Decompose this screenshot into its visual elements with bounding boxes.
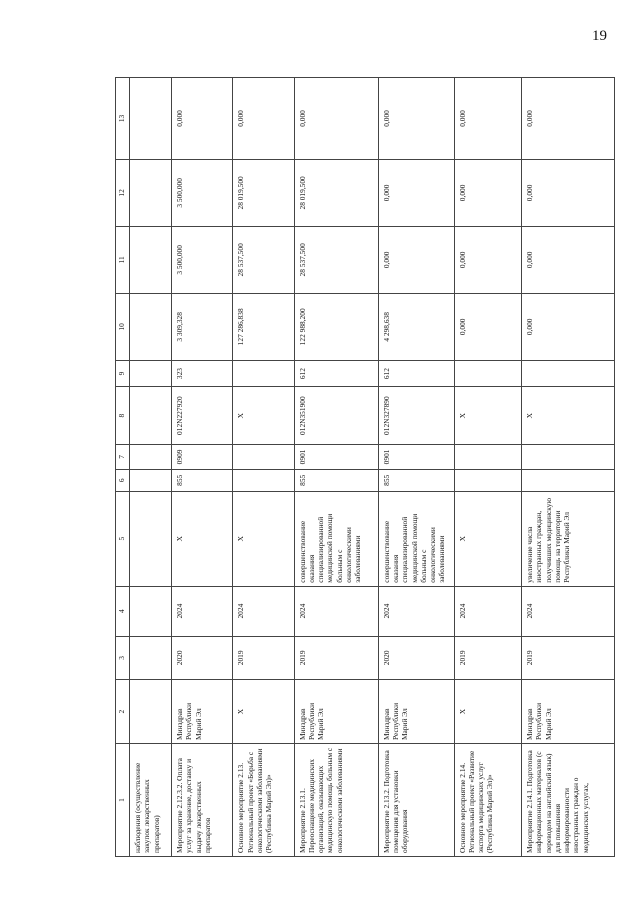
cell-col-2: Минздрав Республики Марий Эл	[294, 680, 378, 744]
cell-col-13: 0,000	[454, 78, 522, 160]
cell-col-2: X	[454, 680, 522, 744]
cell-col-4: 2024	[378, 586, 454, 636]
cell-col-11: 0,000	[378, 226, 454, 293]
cell-col-10: 0,000	[522, 293, 615, 360]
table-row	[378, 78, 454, 857]
cell-col-11: 0,000	[522, 226, 615, 293]
col-header: 10	[116, 293, 130, 360]
cell-col-8: 012N351900	[294, 387, 378, 445]
cell-col-2	[130, 680, 172, 744]
cell-col-11: 3 500,000	[172, 226, 233, 293]
table-row	[294, 78, 378, 857]
cell-col-7: 0901	[378, 444, 454, 469]
table-row	[522, 78, 615, 857]
cell-col-4	[130, 586, 172, 636]
cell-col-1: Мероприятие 2.12.3.2. Оплата услуг за хранение, доставку и выдачу лекарственных препаратов	[172, 744, 233, 857]
table	[115, 77, 615, 857]
cell-col-6: 855	[294, 469, 378, 491]
col-header: 8	[116, 387, 130, 445]
cell-col-5	[130, 491, 172, 586]
cell-col-4: 2024	[522, 586, 615, 636]
cell-col-3: 2019	[294, 636, 378, 680]
cell-col-5: X	[233, 491, 294, 586]
col-header: 1	[116, 744, 130, 857]
cell-col-9	[522, 360, 615, 386]
cell-col-6	[522, 469, 615, 491]
col-header: 9	[116, 360, 130, 386]
cell-col-9	[454, 360, 522, 386]
cell-col-12: 0,000	[522, 159, 615, 226]
cell-col-11: 0,000	[454, 226, 522, 293]
cell-col-9: 323	[172, 360, 233, 386]
col-header: 2	[116, 680, 130, 744]
cell-col-12: 28 019,500	[233, 159, 294, 226]
cell-col-4: 2024	[172, 586, 233, 636]
cell-col-8: X	[233, 387, 294, 445]
cell-col-6	[233, 469, 294, 491]
col-header: 4	[116, 586, 130, 636]
table-row	[172, 78, 233, 857]
col-header: 6	[116, 469, 130, 491]
cell-col-11: 28 537,500	[233, 226, 294, 293]
cell-col-10	[130, 293, 172, 360]
cell-col-13: 0,000	[378, 78, 454, 160]
cell-col-12: 3 500,000	[172, 159, 233, 226]
program-table	[115, 77, 615, 857]
cell-col-5: X	[454, 491, 522, 586]
cell-col-9: 612	[294, 360, 378, 386]
cell-col-3	[130, 636, 172, 680]
cell-col-8	[130, 387, 172, 445]
cell-col-8: 012N227920	[172, 387, 233, 445]
cell-col-7: 0901	[294, 444, 378, 469]
cell-col-7	[233, 444, 294, 469]
cell-col-4: 2024	[454, 586, 522, 636]
table-row	[454, 78, 522, 857]
cell-col-5: совершенствование оказания специализированной медицинской помощи больным с онкологическими заболеваниями	[378, 491, 454, 586]
table-row	[233, 78, 294, 857]
cell-col-6: 855	[378, 469, 454, 491]
page-number: 19	[592, 28, 607, 44]
cell-col-13: 0,000	[233, 78, 294, 160]
cell-col-7	[522, 444, 615, 469]
col-header: 3	[116, 636, 130, 680]
cell-col-12: 28 019,500	[294, 159, 378, 226]
cell-col-9	[233, 360, 294, 386]
col-header: 7	[116, 444, 130, 469]
cell-col-10: 0,000	[454, 293, 522, 360]
cell-col-8: 012N327890	[378, 387, 454, 445]
cell-col-12: 0,000	[454, 159, 522, 226]
cell-col-4: 2024	[233, 586, 294, 636]
cell-col-9	[130, 360, 172, 386]
cell-col-1: Основное мероприятие 2.14. Региональный проект «Развитие экспорта медицинских услуг (Республика Марий Эл)»	[454, 744, 522, 857]
cell-col-11: 28 537,500	[294, 226, 378, 293]
cell-col-6	[454, 469, 522, 491]
cell-col-1: Мероприятие 2.13.2. Подготовка помещения для установки оборудования	[378, 744, 454, 857]
cell-col-8: X	[454, 387, 522, 445]
cell-col-1: Мероприятие 2.13.1. Переоснащение медицинских организаций, оказывающих медицинскую помощь больным с онкологическими заболеваниями	[294, 744, 378, 857]
cell-col-7	[130, 444, 172, 469]
cell-col-12: 0,000	[378, 159, 454, 226]
cell-col-10: 4 298,638	[378, 293, 454, 360]
cell-col-1: наблюдения (осуществление закупок лекарственных препаратов)	[130, 744, 172, 857]
cell-col-6	[130, 469, 172, 491]
col-header: 13	[116, 78, 130, 160]
cell-col-9: 612	[378, 360, 454, 386]
cell-col-13: 0,000	[522, 78, 615, 160]
cell-col-2: X	[233, 680, 294, 744]
col-header: 12	[116, 159, 130, 226]
cell-col-7	[454, 444, 522, 469]
header-row	[116, 78, 130, 857]
cell-col-3: 2019	[233, 636, 294, 680]
cell-col-11	[130, 226, 172, 293]
col-header: 5	[116, 491, 130, 586]
cell-col-6: 855	[172, 469, 233, 491]
cell-col-8: X	[522, 387, 615, 445]
cell-col-10: 3 309,328	[172, 293, 233, 360]
cell-col-2: Минздрав Республики Марий Эл	[522, 680, 615, 744]
cell-col-13: 0,000	[294, 78, 378, 160]
cell-col-2: Минздрав Республики Марий Эл	[378, 680, 454, 744]
cell-col-5: совершенствование оказания специализированной медицинской помощи больным с онкологическими заболеваниями	[294, 491, 378, 586]
cell-col-7: 0909	[172, 444, 233, 469]
cell-col-3: 2020	[172, 636, 233, 680]
cell-col-2: Минздрав Республики Марий Эл	[172, 680, 233, 744]
cell-col-3: 2019	[522, 636, 615, 680]
table-row	[130, 78, 172, 857]
cell-col-5: увеличение числа иностранных граждан, получивших медицинскую помощь на территории Республики Марий Эл	[522, 491, 615, 586]
cell-col-1: Мероприятие 2.14.1. Подготовка информационных материалов (с переводом на английский язык) для повышения информированности иностранных граждан о медицинских услугах,	[522, 744, 615, 857]
cell-col-5: X	[172, 491, 233, 586]
col-header: 11	[116, 226, 130, 293]
cell-col-10: 127 286,838	[233, 293, 294, 360]
cell-col-1: Основное мероприятие 2.13. Региональный проект «Борьба с онкологическими заболеваниями (Республика Марий Эл)»	[233, 744, 294, 857]
cell-col-12	[130, 159, 172, 226]
cell-col-13: 0,000	[172, 78, 233, 160]
cell-col-3: 2020	[378, 636, 454, 680]
cell-col-3: 2019	[454, 636, 522, 680]
cell-col-4: 2024	[294, 586, 378, 636]
cell-col-13	[130, 78, 172, 160]
cell-col-10: 122 988,200	[294, 293, 378, 360]
